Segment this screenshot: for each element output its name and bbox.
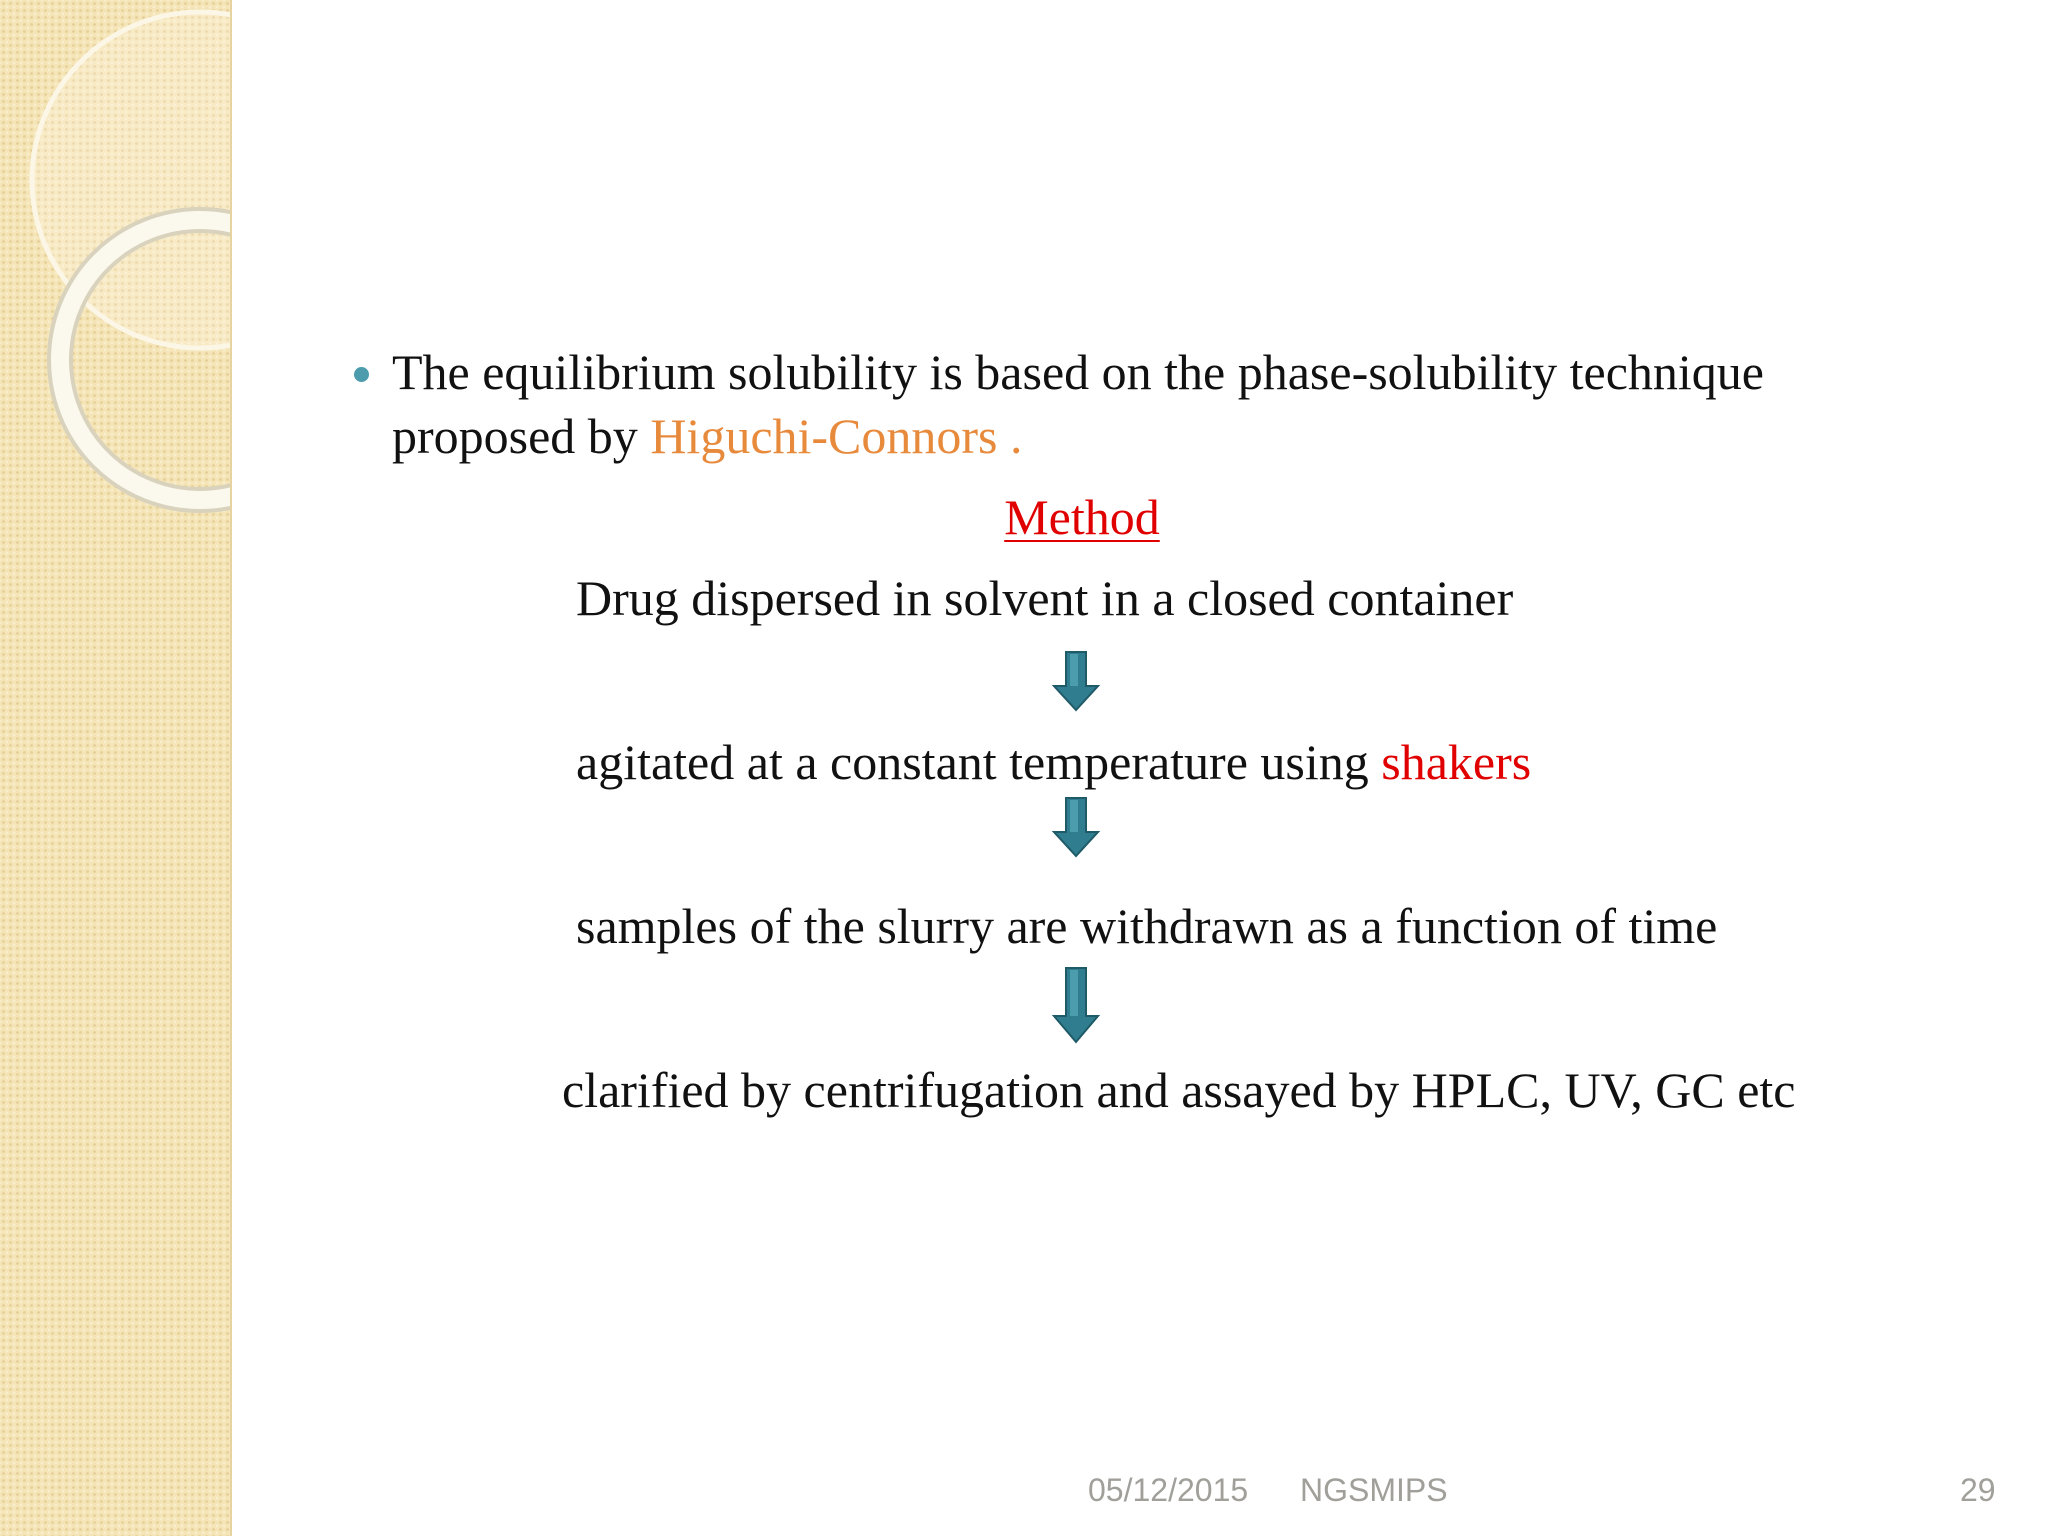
bullet-dot-icon: [354, 367, 369, 382]
step-3-text: samples of the slurry are withdrawn as a function of time: [576, 898, 1718, 954]
footer-org: NGSMIPS: [1300, 1472, 1448, 1508]
decorative-sidebar: [0, 0, 232, 1536]
step-4: [562, 1060, 1796, 1120]
page-number: 29: [1960, 1472, 1996, 1508]
step-1-text: Drug dispersed in solvent in a closed container: [576, 570, 1514, 626]
method-heading: Method: [1004, 489, 1160, 545]
down-arrow-icon: [1050, 796, 1102, 860]
step-2-highlight: shakers: [1381, 734, 1532, 790]
footer-date: 05/12/2015: [1088, 1472, 1249, 1508]
decorative-rings-icon: [0, 0, 230, 1536]
down-arrow-icon: [1050, 966, 1102, 1046]
step-4-text: clarified by centrifugation and assayed by HPLC, UV, GC etc: [562, 1062, 1796, 1118]
slide-content: [232, 0, 2048, 1536]
step-1: [576, 568, 1513, 628]
step-2: [576, 732, 1531, 792]
step-3: [576, 896, 1717, 956]
bullet-highlight: Higuchi-Connors .: [650, 408, 1023, 464]
bullet-text: The equilibrium solubility is based on the phase-solubility technique proposed by: [392, 344, 1764, 464]
step-2-text: agitated at a constant temperature using: [576, 734, 1382, 790]
down-arrow-icon: [1050, 650, 1102, 714]
bullet-point: [392, 340, 1952, 468]
